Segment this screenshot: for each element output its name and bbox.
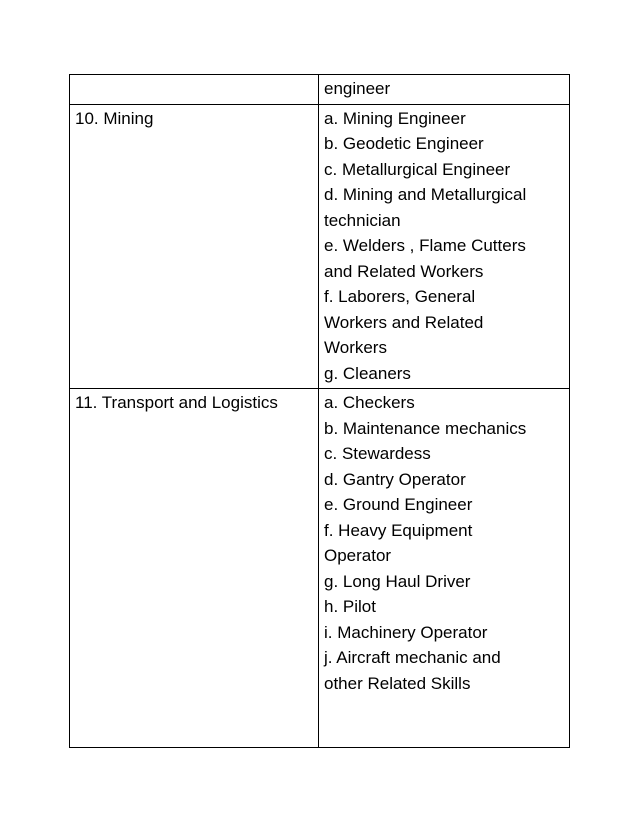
table-row	[70, 75, 570, 105]
job-line: e. Welders , Flame Cutters	[324, 236, 526, 255]
job-line: and Related Workers	[324, 261, 484, 281]
job-line: other Related Skills	[324, 673, 471, 693]
job-line: b. Geodetic Engineer	[324, 134, 484, 153]
job-line: a. Checkers	[324, 393, 415, 412]
table-body	[70, 75, 570, 748]
job-line: f. Heavy Equipment	[324, 520, 473, 540]
job-line: g. Long Haul Driver	[324, 571, 471, 591]
job-line: h. Pilot	[324, 597, 376, 616]
job-line: e. Ground Engineer	[324, 495, 473, 514]
job-line: b. Maintenance mechanics	[324, 418, 527, 438]
job-line: Operator	[324, 546, 392, 565]
table-row	[70, 389, 570, 748]
job-line: j. Aircraft mechanic and	[324, 648, 501, 667]
job-line: technician	[324, 210, 401, 230]
job-line: d. Mining and Metallurgical	[324, 185, 527, 204]
job-line: g. Cleaners	[324, 363, 411, 383]
job-line: a. Mining Engineer	[324, 108, 466, 128]
job-line: engineer	[324, 79, 391, 98]
job-line: f. Laborers, General	[324, 287, 476, 306]
job-line: d. Gantry Operator	[324, 469, 466, 489]
job-line: i. Machinery Operator	[324, 622, 488, 642]
jobs-cell	[319, 389, 570, 748]
job-line: c. Metallurgical Engineer	[324, 159, 511, 179]
jobs-cell	[319, 75, 570, 105]
sector-cell: 11. Transport and Logistics	[70, 389, 319, 748]
jobs-cell	[319, 104, 570, 389]
job-line: Workers	[324, 338, 387, 357]
table-row	[70, 104, 570, 389]
sector-cell	[70, 75, 319, 105]
job-line: Workers and Related	[324, 312, 484, 332]
job-line: c. Stewardess	[324, 444, 431, 463]
occupations-table	[69, 74, 570, 748]
sector-cell: 10. Mining	[70, 104, 319, 389]
